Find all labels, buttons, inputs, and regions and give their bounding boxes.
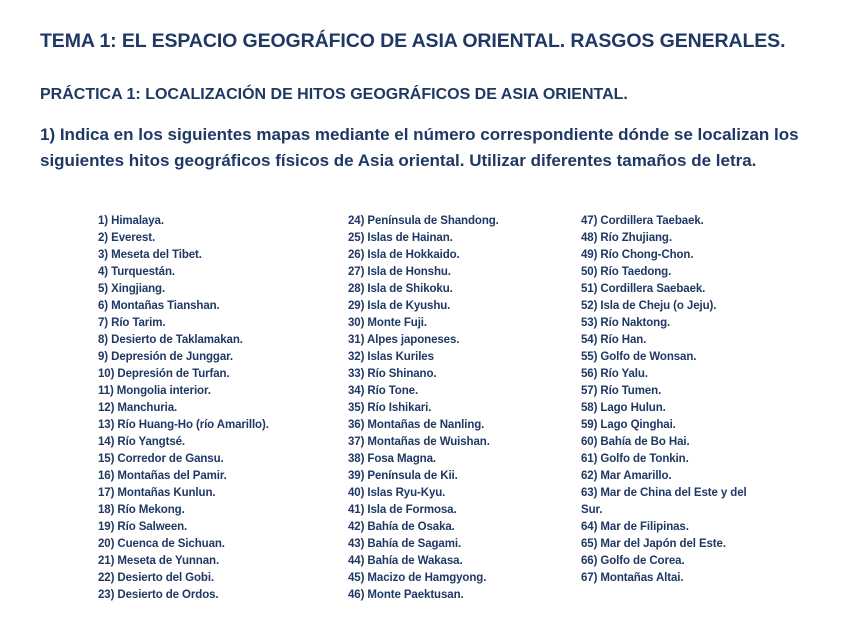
landmark-list-item: 31) Alpes japoneses.: [348, 334, 460, 346]
landmark-list-column-1: [98, 213, 338, 604]
landmark-list-item: 24) Península de Shandong.: [348, 215, 499, 227]
landmark-list-item: 29) Isla de Kyushu.: [348, 300, 451, 312]
landmark-list-item: 54) Río Han.: [581, 334, 647, 346]
landmark-list-item: 55) Golfo de Wonsan.: [581, 351, 697, 363]
landmark-list-item: 18) Río Mekong.: [98, 504, 185, 516]
landmark-list-item: 61) Golfo de Tonkin.: [581, 453, 689, 465]
landmark-list-item: 64) Mar de Filipinas.: [581, 521, 689, 533]
landmark-list-item: 20) Cuenca de Sichuan.: [98, 538, 225, 550]
landmark-list-item: 67) Montañas Altai.: [581, 572, 684, 584]
landmark-list-item: 49) Río Chong-Chon.: [581, 249, 694, 261]
landmark-list-item: 48) Río Zhujiang.: [581, 232, 672, 244]
landmark-list-item: 42) Bahía de Osaka.: [348, 521, 455, 533]
landmark-list-item: 45) Macizo de Hamgyong.: [348, 572, 487, 584]
landmark-list-item: 16) Montañas del Pamir.: [98, 470, 227, 482]
landmark-list-item: 60) Bahía de Bo Hai.: [581, 436, 690, 448]
landmark-list-item: 21) Meseta de Yunnan.: [98, 555, 220, 567]
landmark-list-item: 62) Mar Amarillo.: [581, 470, 672, 482]
landmark-list-item: 35) Río Ishikari.: [348, 402, 432, 414]
landmark-list-item: 39) Península de Kii.: [348, 470, 458, 482]
landmark-list-item: 46) Monte Paektusan.: [348, 589, 464, 601]
landmark-list-column-3: [581, 213, 771, 587]
landmark-list-item: 37) Montañas de Wuishan.: [348, 436, 490, 448]
landmark-list-item: 59) Lago Qinghai.: [581, 419, 676, 431]
landmark-list-item: 6) Montañas Tianshan.: [98, 300, 220, 312]
landmark-list-item: 11) Mongolia interior.: [98, 385, 211, 397]
landmark-list-item: 3) Meseta del Tibet.: [98, 249, 202, 261]
page-title: TEMA 1: EL ESPACIO GEOGRÁFICO DE ASIA ORIENTAL. RASGOS GENERALES.: [40, 30, 786, 52]
landmark-list-item: 30) Monte Fuji.: [348, 317, 428, 329]
landmark-list-item: 8) Desierto de Taklamakan.: [98, 334, 243, 346]
landmark-list-item: 43) Bahía de Sagami.: [348, 538, 462, 550]
landmark-list-item: 4) Turquestán.: [98, 266, 175, 278]
landmark-list-item: 44) Bahía de Wakasa.: [348, 555, 463, 567]
landmark-list-item: 34) Río Tone.: [348, 385, 419, 397]
landmark-list-item: 25) Islas de Hainan.: [348, 232, 453, 244]
landmark-list-item: 2) Everest.: [98, 232, 156, 244]
landmark-list-item: 22) Desierto del Gobi.: [98, 572, 215, 584]
landmark-list-item: 52) Isla de Cheju (o Jeju).: [581, 300, 717, 312]
landmark-list-item: 23) Desierto de Ordos.: [98, 589, 219, 601]
landmark-list-item: 17) Montañas Kunlun.: [98, 487, 216, 499]
landmark-list-item: 5) Xingjiang.: [98, 283, 166, 295]
landmark-list-item: 65) Mar del Japón del Este.: [581, 538, 726, 550]
landmark-list-item: 19) Río Salween.: [98, 521, 188, 533]
landmark-list-item: 33) Río Shinano.: [348, 368, 437, 380]
landmark-list-item: 14) Río Yangtsé.: [98, 436, 186, 448]
landmark-list-item: 32) Islas Kuriles: [348, 351, 434, 363]
practice-title: PRÁCTICA 1: LOCALIZACIÓN DE HITOS GEOGRÁFICOS DE ASIA ORIENTAL.: [40, 86, 628, 103]
landmark-list-item: 7) Río Tarim.: [98, 317, 166, 329]
landmark-list-item: 10) Depresión de Turfan.: [98, 368, 230, 380]
landmark-list-item: 63) Mar de China del Este y del Sur.: [581, 487, 747, 516]
landmark-list-item: 26) Isla de Hokkaido.: [348, 249, 460, 261]
landmark-list-item: 15) Corredor de Gansu.: [98, 453, 224, 465]
landmark-list-item: 27) Isla de Honshu.: [348, 266, 451, 278]
landmark-list-item: 47) Cordillera Taebaek.: [581, 215, 704, 227]
landmark-list-item: 13) Río Huang-Ho (río Amarillo).: [98, 419, 269, 431]
landmark-list-item: 40) Islas Ryu-Kyu.: [348, 487, 446, 499]
landmark-list-item: 41) Isla de Formosa.: [348, 504, 457, 516]
landmark-list-item: 1) Himalaya.: [98, 215, 164, 227]
landmark-list-item: 28) Isla de Shikoku.: [348, 283, 453, 295]
landmark-list-item: 50) Río Taedong.: [581, 266, 672, 278]
landmark-list-item: 58) Lago Hulun.: [581, 402, 666, 414]
landmark-list-item: 12) Manchuria.: [98, 402, 178, 414]
landmark-list-item: 38) Fosa Magna.: [348, 453, 436, 465]
landmark-list-column-2: [348, 213, 573, 604]
landmark-list-item: 57) Río Tumen.: [581, 385, 662, 397]
landmark-list-item: 51) Cordillera Saebaek.: [581, 283, 706, 295]
landmark-list-item: 53) Río Naktong.: [581, 317, 671, 329]
landmark-list-item: 9) Depresión de Junggar.: [98, 351, 233, 363]
instructions-text: 1) Indica en los siguientes mapas mediante el número correspondiente dónde se localizan los siguientes hitos geográficos físicos de Asia oriental. Utilizar diferentes tamaños de letra.: [40, 125, 799, 170]
landmark-list-item: 36) Montañas de Nanling.: [348, 419, 485, 431]
landmark-list-item: 56) Río Yalu.: [581, 368, 648, 380]
landmark-list-item: 66) Golfo de Corea.: [581, 555, 685, 567]
